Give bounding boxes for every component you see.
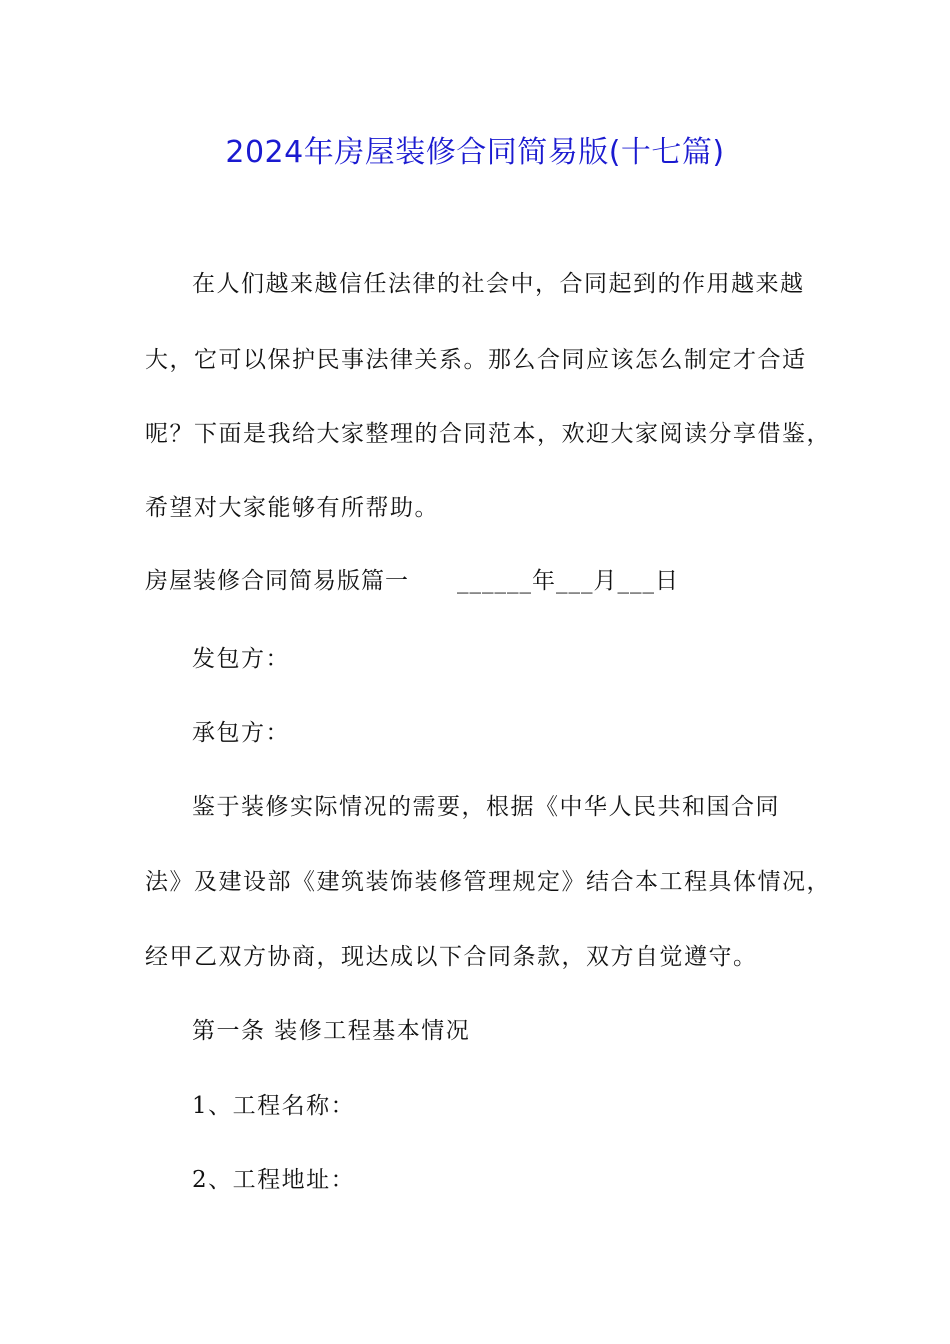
section-heading: 房屋装修合同简易版篇一 (145, 568, 409, 594)
party-b-label: 承包方： (192, 720, 290, 746)
preamble-line-3: 经甲乙双方协商，现达成以下合同条款，双方自觉遵守。 (145, 944, 758, 970)
preamble-line-2: 法》及建设部《建筑装饰装修管理规定》结合本工程具体情况， (145, 869, 831, 895)
item-1-project-name: 1、工程名称： (192, 1093, 356, 1119)
party-a-label: 发包方： (192, 646, 290, 672)
date-line: ______年___月___日 (457, 568, 679, 594)
section-header-row (145, 561, 679, 601)
intro-line-1: 在人们越来越信任法律的社会中，合同起到的作用越来越 (192, 271, 805, 297)
item-2-project-address: 2、工程地址： (192, 1167, 356, 1193)
article-1-heading: 第一条 装修工程基本情况 (192, 1018, 471, 1044)
intro-line-2: 大，它可以保护民事法律关系。那么合同应该怎么制定才合适 (145, 347, 807, 373)
intro-line-4: 希望对大家能够有所帮助。 (145, 495, 439, 521)
preamble-line-1: 鉴于装修实际情况的需要，根据《中华人民共和国合同 (192, 794, 780, 820)
document-title: 2024年房屋装修合同简易版(十七篇) (225, 135, 725, 170)
intro-line-3: 呢？下面是我给大家整理的合同范本，欢迎大家阅读分享借鉴， (145, 421, 831, 447)
